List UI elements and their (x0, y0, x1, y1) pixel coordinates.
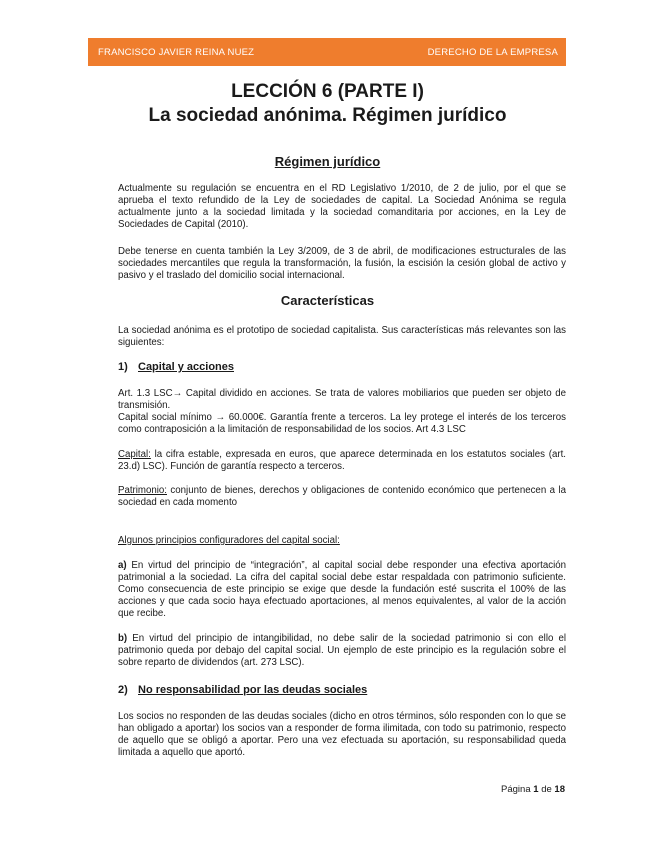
heading-regimen: Régimen jurídico (274, 154, 381, 169)
paragraph-principio-integracion: a) En virtud del principio de “integración”, al capital social debe responder una efectiva aportación patrimonial a la sociedad. La cifra del capital social debe estar respaldada con patrimonio suficiente. Como consecuencia de este principio se exige que desde la fundación esté suscrita el 100% de las acciones y que cada socio haya efectuado aportaciones, al menos equivalentes, al valor de la acción que recibe. (118, 560, 566, 619)
patrimonio-label: Patrimonio: (118, 485, 167, 496)
paragraph-capital-minimo: Capital social mínimo → 60.000€. Garantía frente a terceros. La ley protege el interés de los terceros como contraposición a la limitación de responsabilidad de los socios. Art 4.3 LSC (118, 412, 566, 435)
principios-heading: Algunos principios configuradores del capital social: (118, 535, 340, 546)
section-number: 2) (118, 684, 128, 696)
section-title: Capital y acciones (138, 361, 234, 373)
paragraph-capital-def (118, 449, 566, 473)
paragraph-ley-3-2009: Debe tenerse en cuenta también la Ley 3/2009, de 3 de abril, de modificaciones estructurales de las sociedades mercantiles que regula la transformación, la fusión, la escisión la cesión global de activo y pasivo y el traslado del domicilio social internacional. (118, 246, 566, 281)
section-heading-responsabilidad (118, 684, 367, 696)
page-number: Página 1 de 18 (501, 784, 565, 795)
paragraph-patrimonio-def (118, 485, 566, 509)
item-label: b) (118, 633, 128, 644)
paragraph-intro-caracteristicas: La sociedad anónima es el prototipo de sociedad capitalista. Sus características más relevantes son las siguientes: (118, 325, 566, 348)
header-subject: DERECHO DE LA EMPRESA (427, 47, 558, 58)
section-heading-capital (118, 361, 234, 373)
paragraph-responsabilidad: Los socios no responden de las deudas sociales (dicho en otros términos, sólo responden con lo que se han obligado a aportar) los socios van a responder de forma ilimitada, con todo su patrimonio, respecto de aquello que se obligó a aportar. Pero una vez efectuada su aportación, su responsabilidad queda limitada a aquello que aportó. (118, 711, 566, 758)
paragraph-principio-intangibilidad: b) En virtud del principio de intangibilidad, no debe salir de la sociedad patrimonio si con ello el patrimonio queda por debajo del capital social. Un ejemplo de este principio es la regulación sobre el sobre reparto de dividendos (art. 273 LSC). (118, 633, 566, 668)
section-title: No responsabilidad por las deudas sociales (138, 684, 368, 696)
patrimonio-text: conjunto de bienes, derechos y obligaciones de contenido económico que pertenecen a la sociedad en cada momento (118, 485, 566, 508)
item-label: a) (118, 560, 127, 571)
lesson-title: LECCIÓN 6 (PARTE I) (231, 81, 424, 102)
header-author: FRANCISCO JAVIER REINA NUEZ (98, 47, 255, 58)
paragraph-regulacion: Actualmente su regulación se encuentra en el RD Legislativo 1/2010, de 2 de julio, por el que se aprueba el texto refundido de la Ley de sociedades de capital. La Sociedad Anónima se regula actualmente junto a la sociedad limitada y la sociedad comanditaria por acciones, en la Ley de Sociedades de Capital (2010). (118, 183, 566, 230)
page-header (88, 38, 566, 66)
section-number: 1) (118, 361, 128, 373)
heading-caracteristicas: Características (280, 293, 375, 308)
paragraph-art-1-3: Art. 1.3 LSC→ Capital dividido en acciones. Se trata de valores mobiliarios que pueden ser objeto de transmisión. (118, 388, 566, 411)
capital-label: Capital: (118, 449, 151, 460)
lesson-subtitle: La sociedad anónima. Régimen jurídico (148, 105, 507, 126)
capital-text: la cifra estable, expresada en euros, que aparece determinada en los estatutos sociales (art. 23.d) LSC). Función de garantía respecto a terceros. (118, 449, 566, 472)
